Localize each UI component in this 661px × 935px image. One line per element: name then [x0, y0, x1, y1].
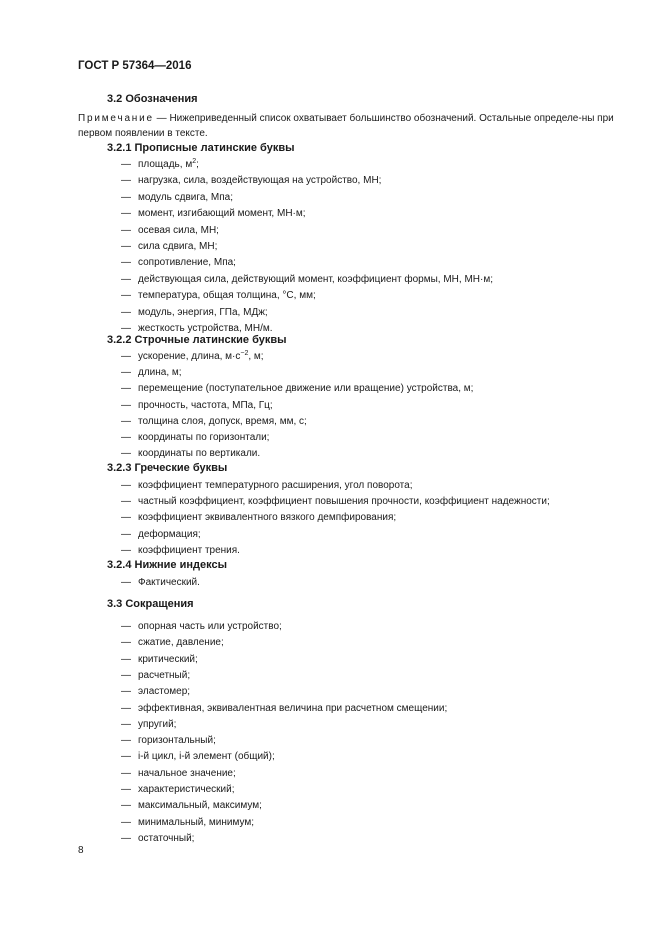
dash: — — [121, 351, 131, 362]
dash: — — [121, 175, 131, 187]
definition-text: коэффициент эквивалентного вязкого демпфирования; — [138, 512, 397, 524]
definition-text: опорная часть или устройство; — [138, 621, 282, 632]
dash: — — [121, 751, 131, 763]
dash: — — [121, 512, 131, 524]
definition-text: площадь, м — [138, 159, 193, 170]
definition — [138, 239, 217, 255]
dash: — — [121, 208, 131, 220]
definition — [138, 381, 473, 397]
definition — [138, 365, 182, 381]
definition-text: частный коэффициент, коэффициент повышения прочности, коэффициент надежности; — [138, 496, 550, 508]
definition — [138, 635, 224, 651]
definition-text: характеристический; — [138, 784, 235, 795]
definition-text: действующая сила, действующий момент, коэффициент формы, МН, МН·м; — [138, 273, 493, 285]
definition — [138, 305, 268, 321]
definition-text: минимальный, минимум; — [138, 816, 255, 828]
definition-text: расчетный; — [138, 669, 191, 681]
dash: — — [121, 257, 131, 269]
definition-text: температура, общая толщина, °С, мм; — [138, 290, 316, 302]
definition — [138, 668, 190, 684]
subsection-heading-3-2-2: 3.2.2 Строчные латинские буквы — [107, 334, 287, 346]
definition — [138, 206, 306, 222]
definition-text: эффективная, эквивалентная величина при расчетном смещении; — [138, 702, 448, 714]
definition-text: длина, м; — [138, 367, 182, 379]
dash: — — [121, 290, 131, 302]
definition-text: осевая сила, МН; — [138, 224, 219, 236]
definition-text: деформация; — [138, 528, 201, 540]
dash: — — [121, 367, 131, 379]
definition — [138, 349, 264, 365]
definition-text: толщина слоя, допуск, время, мм, с; — [138, 415, 307, 427]
note-paragraph — [78, 111, 614, 141]
dash: — — [121, 480, 131, 491]
definition — [138, 652, 198, 668]
definition — [138, 766, 236, 782]
subsection-heading-3-2-1: 3.2.1 Прописные латинские буквы — [107, 142, 295, 154]
definition — [138, 798, 262, 814]
dash: — — [121, 496, 131, 508]
dash: — — [121, 767, 131, 779]
definition — [138, 446, 260, 462]
definition — [138, 190, 233, 206]
dash: — — [121, 159, 131, 170]
definition — [138, 733, 216, 749]
subsection-heading-3-2-4: 3.2.4 Нижние индексы — [107, 559, 227, 571]
definition-text: прочность, частота, МПа, Гц; — [138, 399, 273, 411]
definition-text: упругий; — [138, 718, 177, 730]
definition — [138, 173, 381, 189]
definition-text: остаточный; — [138, 832, 195, 844]
dash: — — [121, 323, 131, 334]
dash: — — [121, 544, 131, 556]
definition-text: горизонтальный; — [138, 735, 216, 747]
definition-text: ускорение, длина, м·с — [138, 351, 241, 362]
definition-text: Фактический. — [138, 577, 200, 588]
subsection-heading-3-2-3: 3.2.3 Греческие буквы — [107, 462, 228, 474]
dash: — — [121, 832, 131, 844]
dash: — — [121, 241, 131, 252]
definition — [138, 398, 273, 414]
definition-tail: , м; — [248, 351, 264, 362]
definition-text: коэффициент трения. — [138, 544, 240, 556]
definition — [138, 543, 240, 559]
dash: — — [121, 577, 131, 588]
dash: — — [121, 448, 131, 460]
definition-text: момент, изгибающий момент, МН·м; — [138, 208, 306, 220]
definition — [138, 510, 396, 526]
dash: — — [121, 637, 131, 649]
note-label: Примечание — [78, 113, 154, 124]
definition-tail: ; — [196, 159, 199, 170]
definition-text: перемещение (поступательное движение или вращение) устройства, м; — [138, 383, 474, 395]
dash: — — [121, 399, 131, 411]
dash: — — [121, 528, 131, 540]
dash: — — [121, 306, 131, 318]
definition-text: модуль сдвига, Мпа; — [138, 191, 234, 203]
dash: — — [121, 432, 131, 443]
definition-text: коэффициент температурного расширения, угол поворота; — [138, 480, 413, 491]
definition — [138, 831, 194, 847]
definition-text: сила сдвига, МН; — [138, 241, 218, 252]
definition — [138, 223, 219, 239]
dash: — — [121, 686, 131, 698]
definition-text: нагрузка, сила, воздействующая на устройство, МН; — [138, 175, 382, 187]
definition — [138, 255, 236, 271]
definition — [138, 478, 413, 494]
section-heading-3-2: 3.2 Обозначения — [107, 93, 198, 105]
definition — [138, 272, 493, 288]
definition-text: начальное значение; — [138, 767, 236, 779]
definition-text: координаты по вертикали. — [138, 448, 261, 460]
definition-text: i-й цикл, i-й элемент (общий); — [138, 751, 275, 763]
definition-text: сопротивление, Мпа; — [138, 257, 236, 269]
definition-text: координаты по горизонтали; — [138, 432, 270, 443]
definition — [138, 717, 176, 733]
dash: — — [121, 816, 131, 828]
superscript: 2 — [192, 158, 197, 165]
dash: — — [121, 383, 131, 395]
dash: — — [121, 224, 131, 236]
dash: — — [121, 653, 131, 665]
definition — [138, 157, 199, 173]
superscript: −2 — [240, 350, 249, 357]
dash: — — [121, 800, 131, 812]
dash: — — [121, 718, 131, 730]
section-heading-3-3: 3.3 Сокращения — [107, 598, 194, 610]
definition-text: эластомер; — [138, 686, 191, 698]
dash: — — [121, 735, 131, 747]
definition — [138, 575, 200, 591]
dash: — — [121, 784, 131, 795]
definition-text: модуль, энергия, ГПа, МДж; — [138, 306, 268, 318]
dash: — — [121, 191, 131, 203]
definition — [138, 619, 282, 635]
dash: — — [121, 415, 131, 427]
definition — [138, 782, 235, 798]
definition-text: максимальный, максимум; — [138, 800, 262, 812]
page-number: 8 — [78, 845, 84, 856]
definition — [138, 684, 190, 700]
dash: — — [121, 702, 131, 714]
definition-text: сжатие, давление; — [138, 637, 224, 649]
definition-text: жесткость устройства, МН/м. — [138, 323, 273, 334]
definition — [138, 749, 275, 765]
dash: — — [121, 669, 131, 681]
document-header: ГОСТ Р 57364—2016 — [78, 60, 192, 72]
definition — [138, 430, 269, 446]
note-text: — Нижеприведенный список охватывает большинство обозначений. Остальные определе-ны при первом появлении в тексте. — [78, 113, 614, 139]
definition-text: критический; — [138, 653, 198, 665]
definition — [138, 815, 254, 831]
dash: — — [121, 273, 131, 285]
definition — [138, 288, 316, 304]
definition — [138, 527, 201, 543]
definition — [138, 494, 550, 510]
definition — [138, 701, 447, 717]
definition — [138, 414, 307, 430]
dash: — — [121, 621, 131, 632]
